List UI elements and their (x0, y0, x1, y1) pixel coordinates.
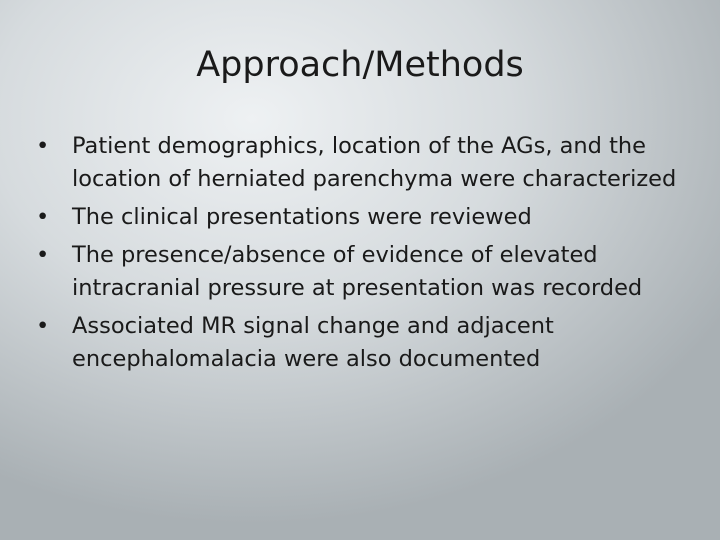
bullet-text: The clinical presentations were reviewed (72, 204, 532, 230)
bullet-text: The presence/absence of evidence of elevated intracranial pressure at presentation was recorded (72, 242, 643, 301)
bullet-icon: • (36, 133, 50, 159)
bullet-item (36, 239, 696, 305)
bullet-icon: • (36, 313, 50, 339)
bullet-icon: • (36, 204, 50, 230)
bullet-item (36, 310, 696, 376)
slide-title: Approach/Methods (196, 45, 524, 85)
bullet-text: Associated MR signal change and adjacent encephalomalacia were also documented (72, 313, 554, 372)
bullet-list (36, 130, 696, 381)
bullet-item (36, 201, 696, 234)
bullet-item (36, 130, 696, 196)
bullet-icon: • (36, 242, 50, 268)
bullet-text: Patient demographics, location of the AGs, and the location of herniated parenchyma were characterized (72, 133, 677, 192)
